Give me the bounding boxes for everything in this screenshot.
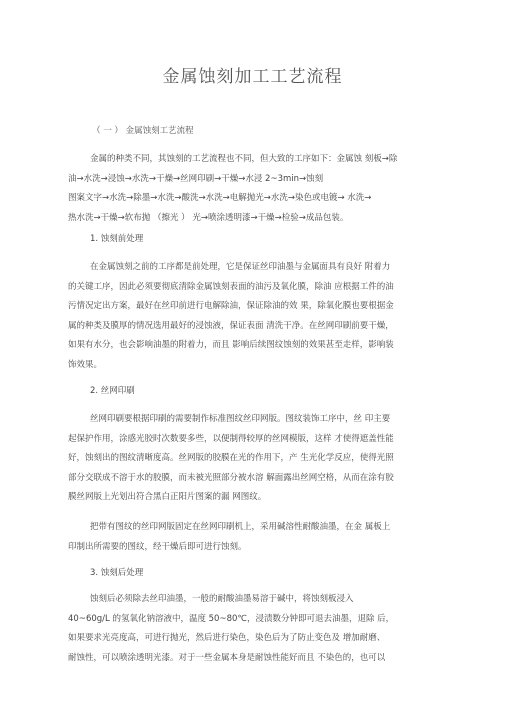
- text-line: 在金属蚀刻之前的工序都是前处理，它是保证丝印油墨与金属面具有良好 附着力: [90, 262, 391, 272]
- text-line: 印制出所需要的图纹，经干燥后即可进行蚀刻。: [68, 541, 247, 552]
- section-heading: （ 一 ） 金属蚀刻工艺流程: [92, 126, 194, 136]
- intro-paragraph: [68, 150, 438, 228]
- text-line: 金属的种类不同，其蚀刻的工艺流程也不同，但大致的工序如下：金属蚀 刻板→除: [90, 154, 398, 164]
- text-line: 热水洗→干燥→软布抛 （擦光 ） 光→喷涂透明漆→干燥→检验→成品包装。: [68, 212, 349, 223]
- screen-printing-paragraph-1: [68, 410, 438, 508]
- post-treatment-paragraph: [68, 590, 438, 668]
- text-line: 40~60g/L 的氢氧化钠溶液中，温度 50~80℃，浸渍数分钟即可退去油墨，退除 后，: [68, 613, 395, 624]
- step-heading-pretreatment: 1. 蚀刻前处理: [90, 234, 144, 244]
- step-heading-post-treatment: 3. 蚀刻后处理: [90, 568, 144, 578]
- pretreatment-paragraph: [68, 258, 438, 375]
- text-line: 的关键工序，因此必须要彻底清除金属蚀刻表面的油污及氧化膜，除油 应根据工件的油: [68, 281, 394, 292]
- document-title: 金属蚀刻加工工艺流程: [162, 67, 343, 87]
- text-line: 膜丝网版上光划出符合黑白正阳片图案的漏 网图纹。: [68, 492, 267, 502]
- text-line: 蚀刻后必须除去丝印油墨，一般的耐酸油墨易溶于碱中，将蚀刻板浸入: [90, 594, 354, 604]
- text-line: 耐蚀性，可以喷涂透明光漆。对于一些金属本身是耐蚀性能好而且 不染色的，也可以: [68, 652, 386, 663]
- text-line: 好，蚀刻出的图纹清晰度高。丝网版的胶膜在光的作用下，产 生光化学反应，使得光照: [68, 453, 394, 463]
- step-heading-screen-printing: 2. 丝网印刷: [90, 386, 135, 396]
- text-line: 如果有水分，也会影响油墨的附着力，而且 影响后续图纹蚀刻的效果甚至走样，影响装: [68, 340, 394, 350]
- text-line: 油→水洗→浸蚀→水洗→干燥→丝网印刷→干燥→水浸 2~3min→蚀刻: [68, 173, 324, 184]
- text-line: 图案文字→水洗→除墨→水洗→酸洗→水洗→电解抛光→水洗→染色或电镀→ 水洗→: [68, 193, 372, 203]
- text-line: 丝网印刷要根据印刷的需要制作标准图纹丝印网版。图纹装饰工序中，丝 印主要: [90, 414, 391, 424]
- text-line: 起保护作用，涂感光胶时次数要多些，以便制得较厚的丝网模版，这样 才使得遮盖性能: [68, 433, 394, 444]
- text-line: 属的种类及膜厚的情况选用最好的浸蚀液，保证表面 清洗干净。在丝网印刷前要干燥，: [68, 320, 394, 331]
- text-line: 如果要求光亮度高，可进行抛光，然后进行染色，染色后为了防止变色及 增加耐磨、: [68, 633, 386, 643]
- text-line: 饰效果。: [68, 359, 103, 370]
- screen-printing-paragraph-2: [68, 518, 438, 557]
- text-line: 污情况定出方案，最好在丝印前进行电解除油，保证除油的效 果，除氧化膜也要根据金: [68, 301, 394, 311]
- text-line: 把带有图纹的丝印网版固定在丝网印刷机上，采用碱溶性耐酸油墨，在金 属板上: [90, 522, 391, 532]
- text-line: 部分交联成不溶于水的胶膜，而未被光照部分被水溶 解面露出丝网空格，从而在涂有胶: [68, 472, 394, 483]
